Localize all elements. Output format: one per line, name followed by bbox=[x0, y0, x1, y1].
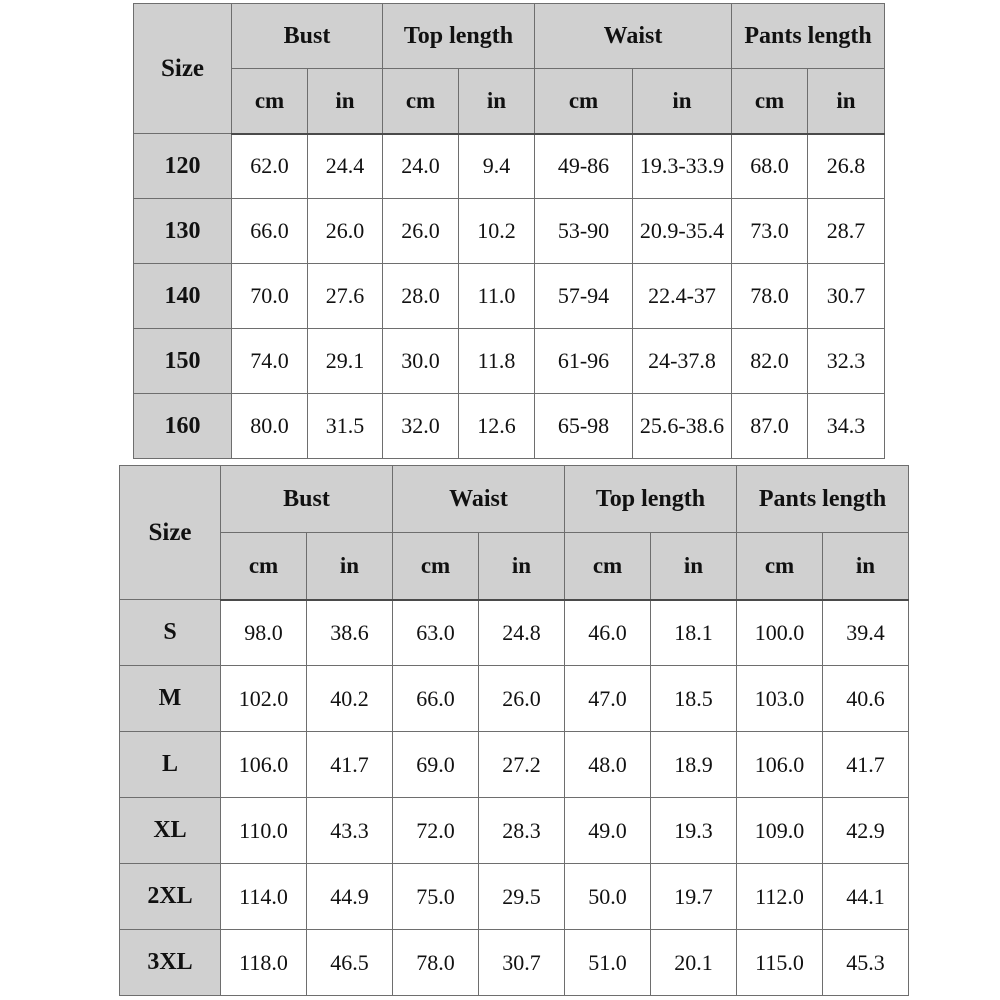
table-cell: 32.3 bbox=[808, 329, 885, 394]
table-cell: 118.0 bbox=[221, 930, 307, 996]
unit-header: in bbox=[308, 69, 383, 134]
table-cell: 39.4 bbox=[823, 600, 909, 666]
size-label: 140 bbox=[134, 264, 232, 329]
top-length-header: Top length bbox=[565, 466, 737, 533]
size-label: S bbox=[120, 600, 221, 666]
table-row bbox=[120, 732, 909, 798]
table-cell: 50.0 bbox=[565, 864, 651, 930]
size-label: 160 bbox=[134, 394, 232, 459]
table-cell: 24.8 bbox=[479, 600, 565, 666]
table-cell: 38.6 bbox=[307, 600, 393, 666]
table-cell: 22.4-37 bbox=[633, 264, 732, 329]
table-cell: 78.0 bbox=[393, 930, 479, 996]
unit-header: in bbox=[651, 533, 737, 600]
unit-header: in bbox=[307, 533, 393, 600]
table-row bbox=[134, 329, 885, 394]
table-cell: 18.5 bbox=[651, 666, 737, 732]
table-cell: 80.0 bbox=[232, 394, 308, 459]
table-cell: 62.0 bbox=[232, 134, 308, 199]
unit-header: cm bbox=[221, 533, 307, 600]
table-row bbox=[134, 134, 885, 199]
table-cell: 109.0 bbox=[737, 798, 823, 864]
table-cell: 46.0 bbox=[565, 600, 651, 666]
table-row bbox=[134, 394, 885, 459]
table-cell: 49.0 bbox=[565, 798, 651, 864]
size-label: L bbox=[120, 732, 221, 798]
table-cell: 74.0 bbox=[232, 329, 308, 394]
table-cell: 47.0 bbox=[565, 666, 651, 732]
table-cell: 28.0 bbox=[383, 264, 459, 329]
table-cell: 24.0 bbox=[383, 134, 459, 199]
table-cell: 73.0 bbox=[732, 199, 808, 264]
unit-header: cm bbox=[535, 69, 633, 134]
table-cell: 44.9 bbox=[307, 864, 393, 930]
table-cell: 18.1 bbox=[651, 600, 737, 666]
table-cell: 48.0 bbox=[565, 732, 651, 798]
unit-header: cm bbox=[383, 69, 459, 134]
table-cell: 66.0 bbox=[393, 666, 479, 732]
table-cell: 45.3 bbox=[823, 930, 909, 996]
unit-header: in bbox=[808, 69, 885, 134]
table-cell: 112.0 bbox=[737, 864, 823, 930]
table-cell: 61-96 bbox=[535, 329, 633, 394]
table-cell: 78.0 bbox=[732, 264, 808, 329]
table-cell: 63.0 bbox=[393, 600, 479, 666]
table-cell: 65-98 bbox=[535, 394, 633, 459]
table-cell: 87.0 bbox=[732, 394, 808, 459]
table-cell: 11.8 bbox=[459, 329, 535, 394]
table-cell: 20.9-35.4 bbox=[633, 199, 732, 264]
size-label: 150 bbox=[134, 329, 232, 394]
table-cell: 27.2 bbox=[479, 732, 565, 798]
table-cell: 26.8 bbox=[808, 134, 885, 199]
table-row bbox=[120, 864, 909, 930]
table-cell: 44.1 bbox=[823, 864, 909, 930]
table-cell: 26.0 bbox=[308, 199, 383, 264]
table-cell: 26.0 bbox=[383, 199, 459, 264]
table-cell: 19.3 bbox=[651, 798, 737, 864]
table-row bbox=[134, 264, 885, 329]
table-cell: 11.0 bbox=[459, 264, 535, 329]
table-cell: 43.3 bbox=[307, 798, 393, 864]
table-cell: 28.3 bbox=[479, 798, 565, 864]
table-cell: 82.0 bbox=[732, 329, 808, 394]
table-cell: 98.0 bbox=[221, 600, 307, 666]
table-cell: 24-37.8 bbox=[633, 329, 732, 394]
size-header: Size bbox=[120, 466, 221, 600]
table-cell: 19.7 bbox=[651, 864, 737, 930]
unit-header: in bbox=[823, 533, 909, 600]
bust-header: Bust bbox=[232, 4, 383, 69]
size-label: 2XL bbox=[120, 864, 221, 930]
table-cell: 18.9 bbox=[651, 732, 737, 798]
table-cell: 68.0 bbox=[732, 134, 808, 199]
size-label: XL bbox=[120, 798, 221, 864]
unit-header: in bbox=[633, 69, 732, 134]
table-cell: 10.2 bbox=[459, 199, 535, 264]
unit-header: cm bbox=[393, 533, 479, 600]
table-cell: 49-86 bbox=[535, 134, 633, 199]
table-cell: 106.0 bbox=[737, 732, 823, 798]
table-cell: 42.9 bbox=[823, 798, 909, 864]
unit-header: in bbox=[479, 533, 565, 600]
table-cell: 40.2 bbox=[307, 666, 393, 732]
size-label: 120 bbox=[134, 134, 232, 199]
table-cell: 110.0 bbox=[221, 798, 307, 864]
table-cell: 32.0 bbox=[383, 394, 459, 459]
table-cell: 20.1 bbox=[651, 930, 737, 996]
table-cell: 34.3 bbox=[808, 394, 885, 459]
table-cell: 26.0 bbox=[479, 666, 565, 732]
table-cell: 9.4 bbox=[459, 134, 535, 199]
unit-header: in bbox=[459, 69, 535, 134]
table-cell: 30.0 bbox=[383, 329, 459, 394]
unit-header: cm bbox=[737, 533, 823, 600]
table-cell: 41.7 bbox=[823, 732, 909, 798]
waist-header: Waist bbox=[393, 466, 565, 533]
table-cell: 30.7 bbox=[808, 264, 885, 329]
table-cell: 106.0 bbox=[221, 732, 307, 798]
table-cell: 25.6-38.6 bbox=[633, 394, 732, 459]
table-cell: 29.1 bbox=[308, 329, 383, 394]
table-cell: 51.0 bbox=[565, 930, 651, 996]
table-cell: 115.0 bbox=[737, 930, 823, 996]
table-cell: 69.0 bbox=[393, 732, 479, 798]
table-cell: 29.5 bbox=[479, 864, 565, 930]
unit-header: cm bbox=[232, 69, 308, 134]
table-cell: 100.0 bbox=[737, 600, 823, 666]
table-cell: 31.5 bbox=[308, 394, 383, 459]
size-label: M bbox=[120, 666, 221, 732]
table-cell: 27.6 bbox=[308, 264, 383, 329]
table-cell: 70.0 bbox=[232, 264, 308, 329]
pants-length-header: Pants length bbox=[732, 4, 885, 69]
table-cell: 66.0 bbox=[232, 199, 308, 264]
table-cell: 24.4 bbox=[308, 134, 383, 199]
table-row bbox=[120, 798, 909, 864]
table-row bbox=[120, 600, 909, 666]
unit-header: cm bbox=[565, 533, 651, 600]
size-label: 130 bbox=[134, 199, 232, 264]
table-cell: 46.5 bbox=[307, 930, 393, 996]
adult-size-table bbox=[119, 465, 909, 996]
table-row bbox=[120, 666, 909, 732]
table-cell: 53-90 bbox=[535, 199, 633, 264]
top-length-header: Top length bbox=[383, 4, 535, 69]
pants-length-header: Pants length bbox=[737, 466, 909, 533]
table-cell: 114.0 bbox=[221, 864, 307, 930]
table-cell: 72.0 bbox=[393, 798, 479, 864]
table-cell: 75.0 bbox=[393, 864, 479, 930]
table-cell: 102.0 bbox=[221, 666, 307, 732]
table-cell: 103.0 bbox=[737, 666, 823, 732]
table-row bbox=[134, 199, 885, 264]
table-row bbox=[120, 930, 909, 996]
bust-header: Bust bbox=[221, 466, 393, 533]
waist-header: Waist bbox=[535, 4, 732, 69]
size-label: 3XL bbox=[120, 930, 221, 996]
kids-size-table bbox=[133, 3, 885, 459]
table-cell: 41.7 bbox=[307, 732, 393, 798]
table-cell: 12.6 bbox=[459, 394, 535, 459]
unit-header: cm bbox=[732, 69, 808, 134]
table-cell: 40.6 bbox=[823, 666, 909, 732]
table-cell: 28.7 bbox=[808, 199, 885, 264]
size-header: Size bbox=[134, 4, 232, 134]
table-cell: 19.3-33.9 bbox=[633, 134, 732, 199]
table-cell: 30.7 bbox=[479, 930, 565, 996]
table-cell: 57-94 bbox=[535, 264, 633, 329]
